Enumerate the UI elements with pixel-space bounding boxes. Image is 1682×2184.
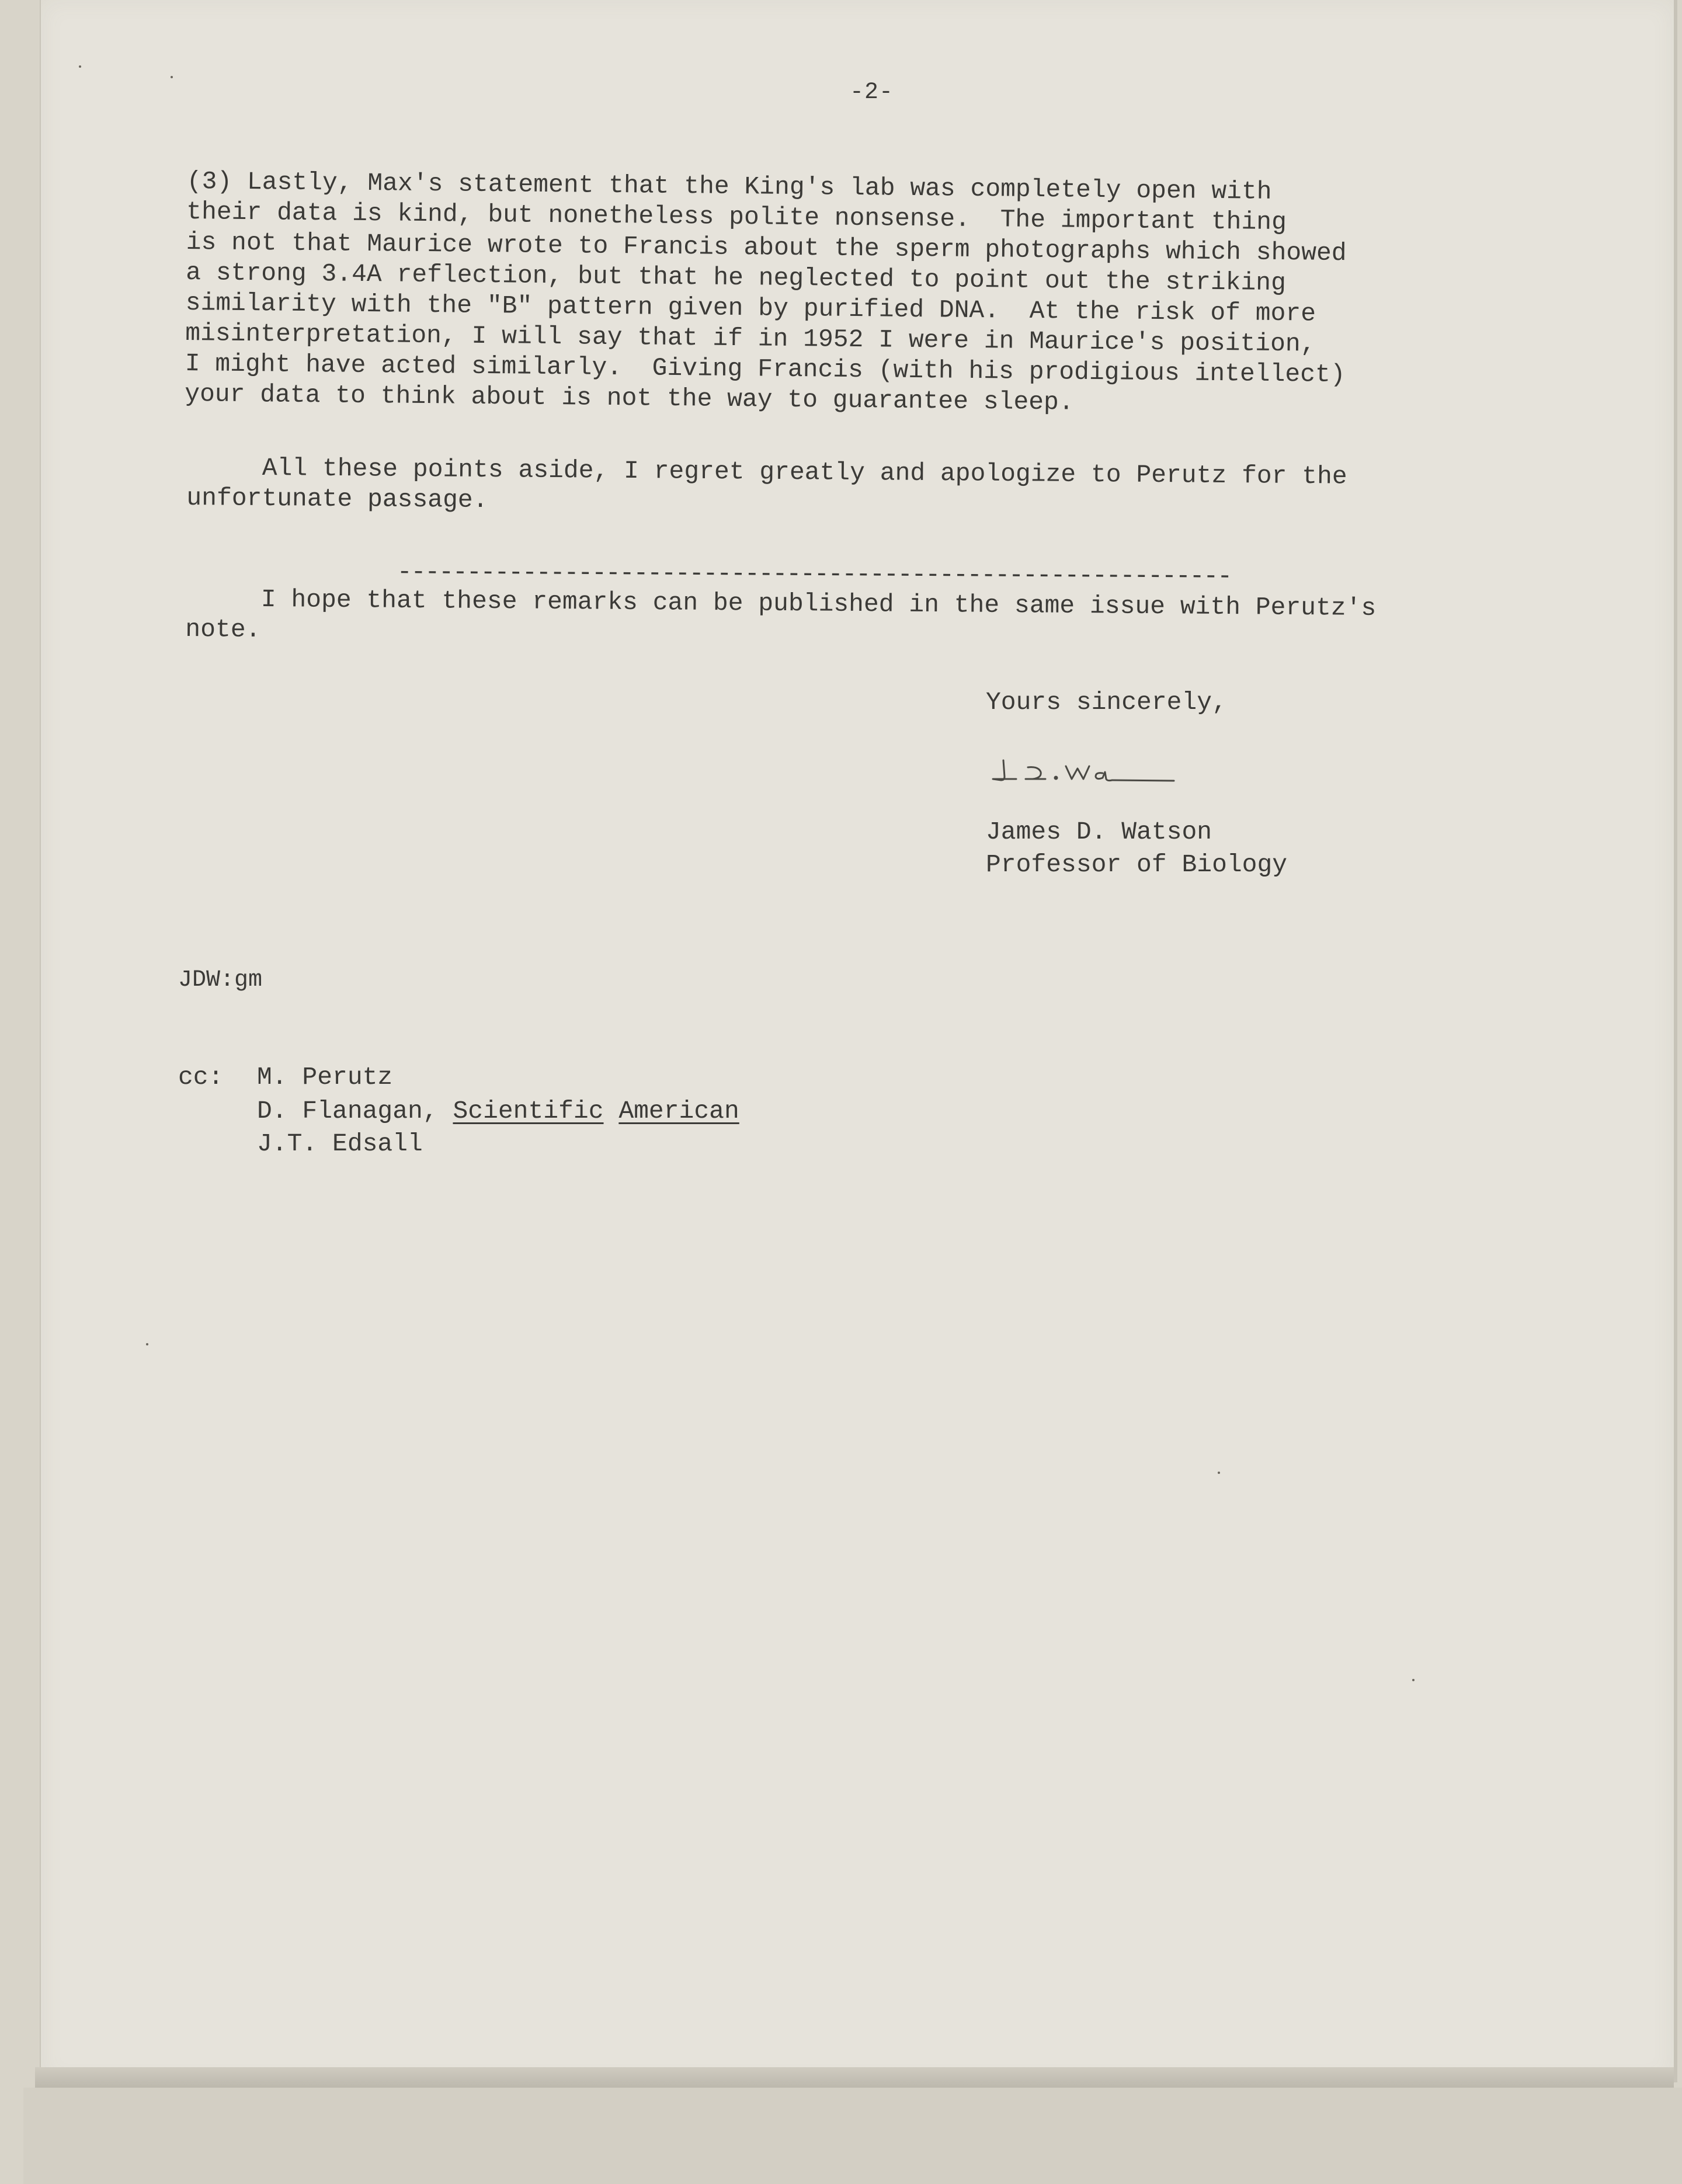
body-line: note. <box>185 614 261 645</box>
body-line: their data is kind, but nonetheless polite nonsense. The important thing <box>186 197 1287 237</box>
underlying-page <box>23 2088 1682 2184</box>
handwritten-signature <box>987 749 1180 795</box>
body-line: I might have acted similarly. Giving Francis (with his prodigious intellect) <box>185 349 1346 389</box>
cc-recipient-name: D. Flanagan, <box>257 1097 453 1125</box>
body-line: similarity with the "B" pattern given by purified DNA. At the risk of more <box>185 288 1316 328</box>
paragraph-3 <box>185 166 1347 420</box>
paper-speck <box>146 1343 148 1345</box>
paragraph-aside <box>186 453 1347 523</box>
paper-speck <box>1412 1679 1415 1681</box>
reference-initials: JDW:gm <box>178 967 263 993</box>
body-line: I hope that these remarks can be published in the same issue with Perutz's <box>185 584 1377 623</box>
body-line: All these points aside, I regret greatly and apologize to Perutz for the <box>186 453 1347 491</box>
body-line: your data to think about is not the way to guarantee sleep. <box>185 379 1074 417</box>
cc-recipient: J.T. Edsall <box>257 1129 423 1158</box>
paper-speck <box>79 65 81 68</box>
body-line: a strong 3.4A reflection, but that he neglected to point out the striking <box>186 258 1287 298</box>
dashed-separator: ------------------------------------------------------------ <box>397 558 1232 591</box>
paper-speck <box>171 76 173 78</box>
page-number: -2- <box>850 79 894 106</box>
paragraph-hope <box>185 584 1376 654</box>
publication-title-word: Scientific <box>453 1097 604 1125</box>
cc-recipient <box>257 1097 739 1125</box>
paper-speck <box>1218 1472 1220 1474</box>
body-line: (3) Lastly, Max's statement that the King's lab was completely open with <box>186 166 1272 206</box>
signer-title: Professor of Biology <box>986 850 1288 879</box>
cc-recipient: M. Perutz <box>257 1063 393 1091</box>
body-line: unfortunate passage. <box>186 483 488 515</box>
signer-name: James D. Watson <box>986 818 1212 846</box>
body-line: misinterpretation, I will say that if in 1952 I were in Maurice's position, <box>185 318 1316 359</box>
page-bottom-edge <box>35 2067 1674 2091</box>
cc-label: cc: <box>178 1063 224 1091</box>
body-line: is not that Maurice wrote to Francis about the sperm photographs which showed <box>186 227 1347 268</box>
closing: Yours sincerely, <box>986 688 1227 717</box>
publication-title-word: American <box>618 1097 739 1125</box>
